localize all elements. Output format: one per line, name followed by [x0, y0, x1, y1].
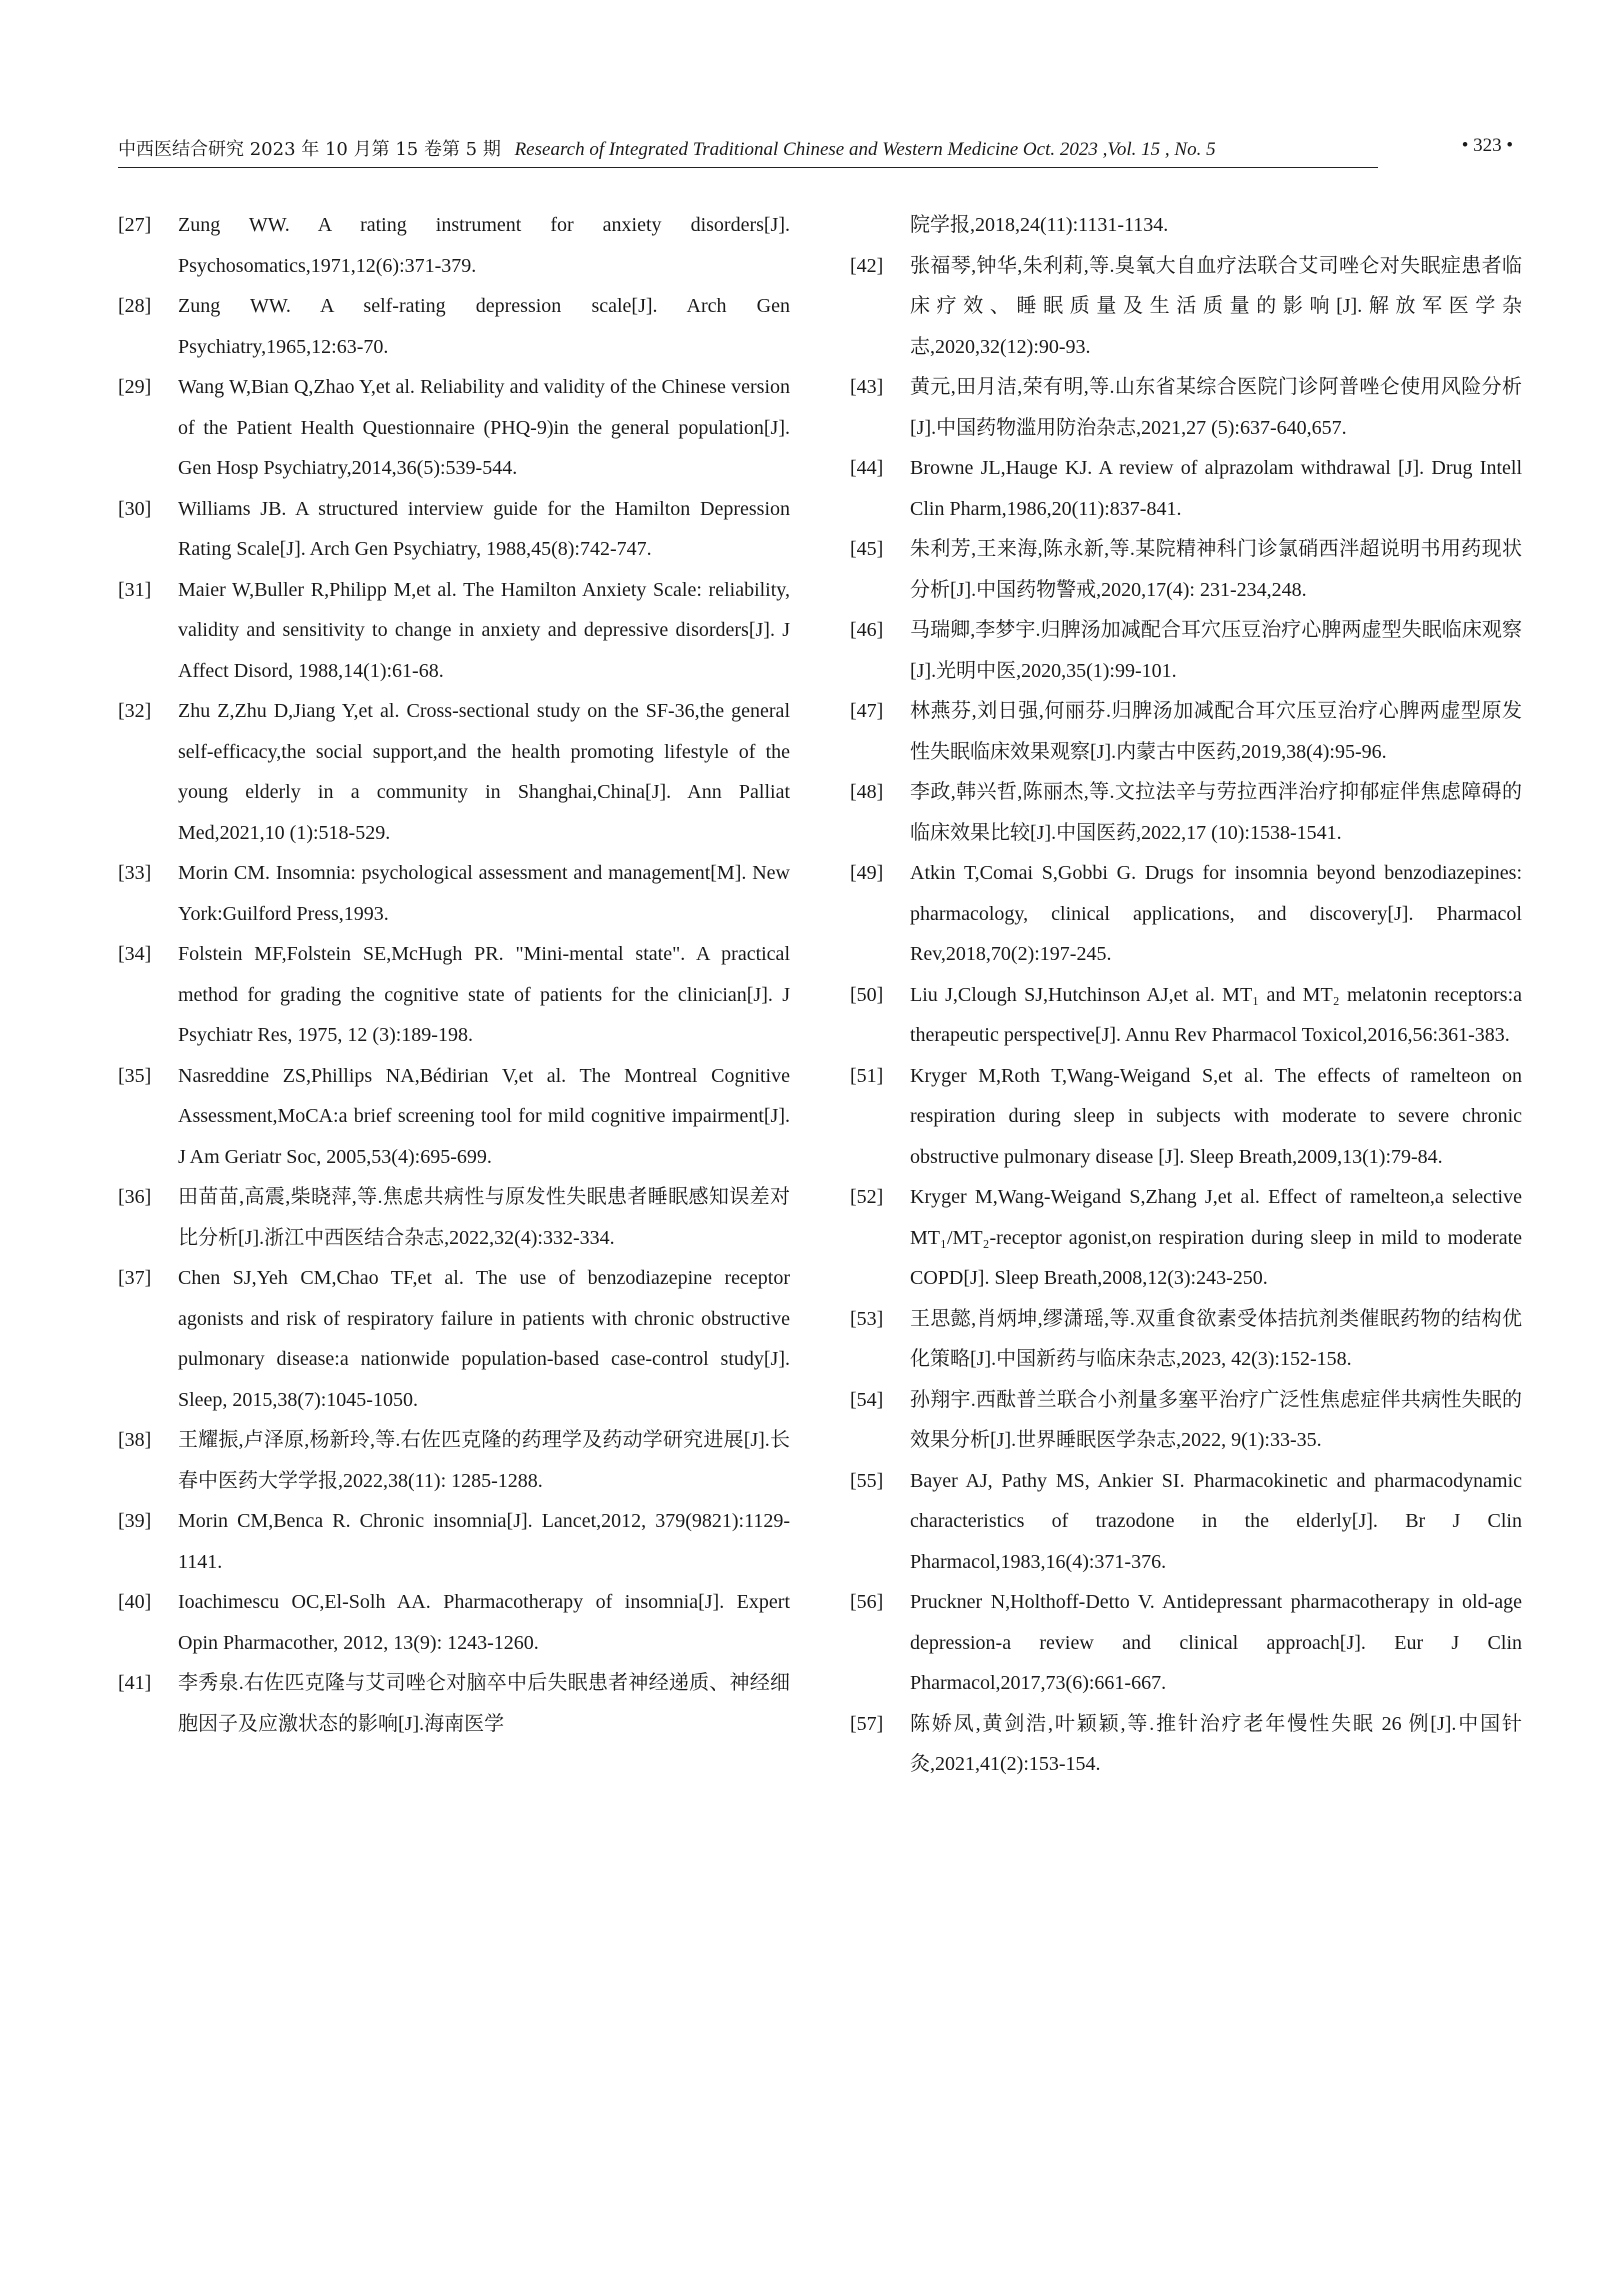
reference-item — [850, 975, 1522, 1056]
running-header — [118, 135, 1513, 167]
reference-number: [46] — [850, 619, 884, 641]
journal-title — [118, 135, 1378, 168]
reference-item — [850, 1461, 1522, 1583]
reference-number: [38] — [118, 1429, 152, 1451]
reference-number: [33] — [118, 862, 152, 884]
reference-number: [51] — [850, 1064, 884, 1087]
reference-text: 黄元,田月洁,荣有明,等.山东省某综合医院门诊阿普唑仑使用风险分析[J].中国药物滥用防治杂志,2021,27 (5):637-640,657. — [910, 376, 1522, 439]
reference-number: [27] — [118, 214, 152, 236]
reference-text: Zhu Z,Zhu D,Jiang Y,et al. Cross-sectional study on the SF-36,the general self-efficacy,the social support,and the health promoting lifestyle of the young elderly in a community in Shanghai,China[J]. Ann Palliat Med,2021,10 (1):518-529. — [178, 700, 790, 844]
reference-number: [54] — [850, 1388, 884, 1411]
reference-number: [55] — [850, 1469, 884, 1492]
reference-text: Browne JL,Hauge KJ. A review of alprazolam withdrawal [J]. Drug Intell Clin Pharm,1986,20(11):837-841. — [910, 457, 1522, 520]
reference-item — [850, 246, 1522, 368]
reference-item — [850, 1582, 1522, 1704]
reference-text: Maier W,Buller R,Philipp M,et al. The Hamilton Anxiety Scale: reliability, validity and sensitivity to change in anxiety and depressive disorders[J]. J Affect Disord, 1988,14(1):61-68. — [178, 578, 790, 682]
reference-column-right — [850, 205, 1522, 1785]
reference-item — [850, 448, 1522, 529]
reference-number: [53] — [850, 1307, 884, 1330]
reference-number: [30] — [118, 497, 152, 520]
reference-text: 孙翔宇.西酞普兰联合小剂量多塞平治疗广泛性焦虑症伴共病性失眠的效果分析[J].世界睡眠医学杂志,2022, 9(1):33-35. — [910, 1388, 1522, 1451]
page-number: • 323 • — [1461, 135, 1513, 156]
reference-item — [118, 1663, 790, 1744]
reference-number: [40] — [118, 1591, 152, 1613]
reference-text: Zung WW. A self-rating depression scale[J]. Arch Gen Psychiatry,1965,12:63-70. — [178, 295, 790, 358]
reference-item — [118, 1056, 790, 1178]
reference-number: [36] — [118, 1186, 152, 1208]
journal-title-cn: 中西医结合研究 2023 年 10 月第 15 卷第 5 期 — [118, 139, 501, 160]
reference-item — [850, 1056, 1522, 1178]
reference-text: 林燕芬,刘日强,何丽芬.归脾汤加减配合耳穴压豆治疗心脾两虚型原发性失眠临床效果观察[J].内蒙古中医药,2019,38(4):95-96. — [910, 700, 1522, 763]
reference-number: [32] — [118, 700, 152, 722]
reference-item — [850, 1177, 1522, 1299]
reference-item — [118, 1177, 790, 1258]
reference-item — [118, 489, 790, 570]
reference-number: [57] — [850, 1712, 884, 1735]
reference-text: 王思懿,肖炳坤,缪潇瑶,等.双重食欲素受体拮抗剂类催眠药物的结构优化策略[J].中国新药与临床杂志,2023, 42(3):152-158. — [910, 1307, 1522, 1370]
reference-number: [35] — [118, 1064, 152, 1087]
reference-text: Williams JB. A structured interview guide for the Hamilton Depression Rating Scale[J]. Arch Gen Psychiatry, 1988,45(8):742-747. — [178, 497, 790, 560]
reference-text: Morin CM. Insomnia: psychological assessment and management[M]. New York:Guilford Press,1993. — [178, 862, 790, 925]
reference-text: Liu J,Clough SJ,Hutchinson AJ,et al. MT₁ and MT₂ melatonin receptors:a therapeutic perspective[J]. Annu Rev Pharmacol Toxicol,2016,56:361-383. — [910, 983, 1522, 1046]
reference-item — [850, 1299, 1522, 1380]
reference-item — [850, 1380, 1522, 1461]
reference-text: Ioachimescu OC,El-Solh AA. Pharmacotherapy of insomnia[J]. Expert Opin Pharmacother, 2012, 13(9): 1243-1260. — [178, 1591, 790, 1654]
reference-number: [45] — [850, 538, 884, 560]
reference-item — [850, 610, 1522, 691]
reference-text: Folstein MF,Folstein SE,McHugh PR. "Mini-mental state". A practical method for grading the cognitive state of patients for the clinician[J]. J Psychiatr Res, 1975, 12 (3):189-198. — [178, 943, 790, 1046]
reference-number: [31] — [118, 578, 152, 601]
reference-number: [29] — [118, 376, 152, 398]
reference-item — [850, 1704, 1522, 1785]
reference-text: 马瑞卿,李梦宇.归脾汤加减配合耳穴压豆治疗心脾两虚型失眠临床观察[J].光明中医,2020,35(1):99-101. — [910, 619, 1522, 682]
reference-number: [52] — [850, 1186, 884, 1208]
reference-number: [49] — [850, 862, 884, 884]
reference-number: [50] — [850, 983, 884, 1006]
reference-text: 朱利芳,王来海,陈永新,等.某院精神科门诊氯硝西泮超说明书用药现状分析[J].中国药物警戒,2020,17(4): 231-234,248. — [910, 538, 1522, 601]
reference-text: 陈娇凤,黄剑浩,叶颖颖,等.推针治疗老年慢性失眠 26 例[J].中国针灸,2021,41(2):153-154. — [910, 1712, 1522, 1775]
reference-text: Bayer AJ, Pathy MS, Ankier SI. Pharmacokinetic and pharmacodynamic characteristics of trazodone in the elderly[J]. Br J Clin Pharmacol,1983,16(4):371-376. — [910, 1469, 1522, 1573]
reference-text: Zung WW. A rating instrument for anxiety disorders[J]. Psychosomatics,1971,12(6):371-379. — [178, 214, 790, 277]
reference-text: Kryger M,Roth T,Wang-Weigand S,et al. The effects of ramelteon on respiration during sleep in subjects with moderate to severe chronic obstructive pulmonary disease [J]. Sleep Breath,2009,13(1):79-84. — [910, 1064, 1522, 1168]
reference-continuation — [850, 205, 1522, 246]
reference-item — [850, 691, 1522, 772]
reference-number: [37] — [118, 1267, 152, 1289]
reference-number: [39] — [118, 1510, 152, 1532]
reference-item — [118, 1501, 790, 1582]
reference-item — [118, 934, 790, 1056]
reference-item — [118, 1582, 790, 1663]
reference-text: Kryger M,Wang-Weigand S,Zhang J,et al. Effect of ramelteon,a selective MT₁/MT₂-receptor agonist,on respiration during sleep in mild to moderate COPD[J]. Sleep Breath,2008,12(3):243-250. — [910, 1186, 1522, 1289]
reference-text: Morin CM,Benca R. Chronic insomnia[J]. Lancet,2012, 379(9821):1129-1141. — [178, 1510, 790, 1573]
reference-text: 张福琴,钟华,朱利莉,等.臭氧大自血疗法联合艾司唑仑对失眠症患者临床疗效、睡眠质量及生活质量的影响[J].解放军医学杂志,2020,32(12):90-93. — [910, 254, 1522, 358]
reference-column-left — [118, 205, 790, 1744]
reference-text: Chen SJ,Yeh CM,Chao TF,et al. The use of benzodiazepine receptor agonists and risk of respiratory failure in patients with chronic obstructive pulmonary disease:a nationwide population-based case-control study[J]. Sleep, 2015,38(7):1045-1050. — [178, 1267, 790, 1411]
reference-item — [118, 367, 790, 489]
reference-item — [850, 853, 1522, 975]
reference-item — [118, 691, 790, 853]
reference-item — [850, 772, 1522, 853]
reference-text: Wang W,Bian Q,Zhao Y,et al. Reliability and validity of the Chinese version of the Patient Health Questionnaire (PHQ-9)in the general population[J]. Gen Hosp Psychiatry,2014,36(5):539-544. — [178, 376, 790, 479]
reference-number: [48] — [850, 781, 884, 803]
reference-text: Atkin T,Comai S,Gobbi G. Drugs for insomnia beyond benzodiazepines: pharmacology, clinical applications, and discovery[J]. Pharmacol Rev,2018,70(2):197-245. — [910, 862, 1522, 965]
journal-title-en: Research of Integrated Traditional Chinese and Western Medicine Oct. 2023 ,Vol. 15 , No. 5 — [514, 139, 1216, 160]
reference-number: [56] — [850, 1591, 884, 1613]
reference-text: 李秀泉.右佐匹克隆与艾司唑仑对脑卒中后失眠患者神经递质、神经细胞因子及应激状态的影响[J].海南医学 — [178, 1672, 790, 1735]
reference-number: [41] — [118, 1672, 152, 1694]
reference-item — [118, 853, 790, 934]
reference-number: [42] — [850, 254, 884, 277]
reference-number: [47] — [850, 700, 884, 722]
reference-text: 院学报,2018,24(11):1131-1134. — [910, 214, 1169, 236]
reference-item — [118, 286, 790, 367]
reference-text: 田苗苗,高震,柴晓萍,等.焦虑共病性与原发性失眠患者睡眠感知误差对比分析[J].浙江中西医结合杂志,2022,32(4):332-334. — [178, 1186, 790, 1249]
reference-text: 李政,韩兴哲,陈丽杰,等.文拉法辛与劳拉西泮治疗抑郁症伴焦虑障碍的临床效果比较[J].中国医药,2022,17 (10):1538-1541. — [910, 781, 1522, 844]
reference-item — [118, 1420, 790, 1501]
reference-item — [118, 570, 790, 692]
reference-item — [850, 367, 1522, 448]
reference-text: 王耀振,卢泽原,杨新玲,等.右佐匹克隆的药理学及药动学研究进展[J].长春中医药大学学报,2022,38(11): 1285-1288. — [178, 1429, 790, 1492]
reference-number: [28] — [118, 295, 152, 317]
reference-number: [34] — [118, 943, 152, 965]
reference-text: Pruckner N,Holthoff-Detto V. Antidepressant pharmacotherapy in old-age depression-a review and clinical approach[J]. Eur J Clin Pharmacol,2017,73(6):661-667. — [910, 1591, 1522, 1694]
reference-number: [44] — [850, 457, 884, 479]
reference-item — [118, 1258, 790, 1420]
reference-item — [118, 205, 790, 286]
reference-item — [850, 529, 1522, 610]
reference-text: Nasreddine ZS,Phillips NA,Bédirian V,et al. The Montreal Cognitive Assessment,MoCA:a brief screening tool for mild cognitive impairment[J]. J Am Geriatr Soc, 2005,53(4):695-699. — [178, 1064, 790, 1168]
reference-number: [43] — [850, 376, 884, 398]
